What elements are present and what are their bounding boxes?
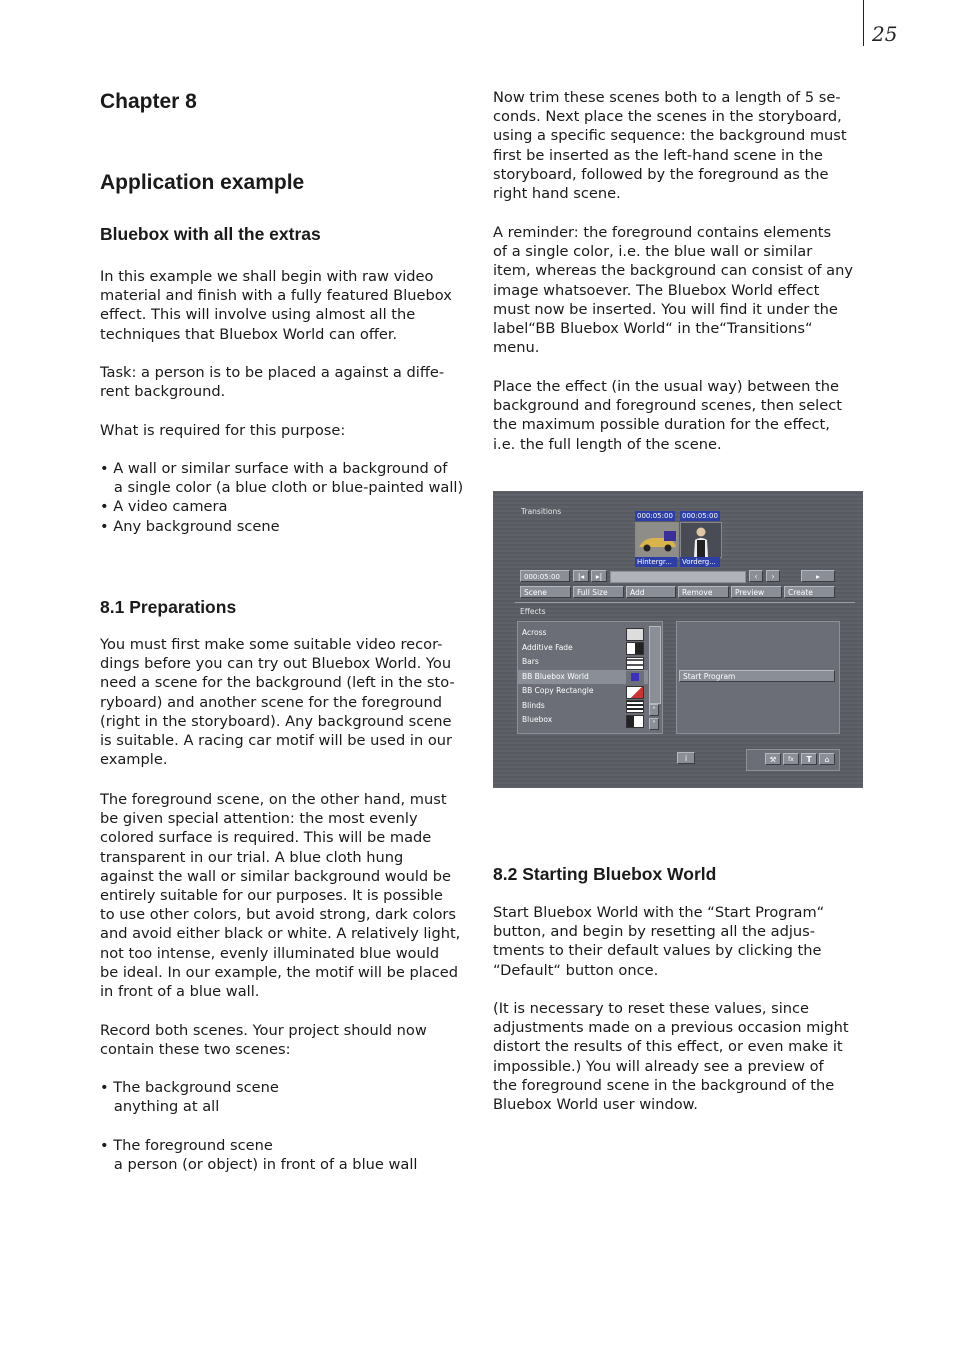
play-icon: ▸ <box>816 572 820 581</box>
foreground-clip-thumbnail[interactable] <box>680 522 722 558</box>
across-effect-icon <box>626 628 644 641</box>
blinds-effect-icon <box>626 700 644 713</box>
home-icon: ⌂ <box>824 755 830 764</box>
starting-heading: 8.2 Starting Bluebox World <box>493 864 717 884</box>
chevron-right-icon: › <box>771 572 775 581</box>
prev-button[interactable] <box>749 570 763 582</box>
effects-scrollbar[interactable] <box>649 626 661 704</box>
section-subtitle: Bluebox with all the extras <box>100 224 321 244</box>
chevron-up-icon: ˄ <box>652 706 656 715</box>
effects-label: Effects <box>520 607 546 616</box>
toolbar-group <box>746 749 840 771</box>
tools-icon: ⚒ <box>769 755 777 764</box>
full-size-button[interactable]: Full Size <box>573 586 624 598</box>
clip1-name: Hintergr... <box>635 557 677 567</box>
preparations-paragraph-3: Record both scenes. Your project should now contain these two scenes: <box>100 1022 427 1059</box>
preview-button[interactable]: Preview <box>731 586 782 598</box>
skip-end-button[interactable] <box>591 570 607 582</box>
remove-button[interactable]: Remove <box>678 586 729 598</box>
clip2-timecode: 000:05:00 <box>682 512 718 520</box>
page-rule <box>863 0 864 46</box>
effect-item-bb-copy-rectangle[interactable]: BB Copy Rectangle <box>522 686 594 695</box>
page-title: Application example <box>100 171 305 194</box>
bars-effect-icon <box>626 657 644 670</box>
clip1-timecode: 000:05:00 <box>637 512 673 520</box>
requirements-list: • A wall or similar surface with a background of a single color (a blue cloth or blue-painted wall) • A video camera • Any background scene <box>100 460 464 535</box>
bluebox-world-effect-icon <box>626 671 644 684</box>
trim-paragraph: Now trim these scenes both to a length of 5 se- conds. Next place the scenes in the storyboard, using a specific sequence: the background must first be inserted as the left-hand scene in the storyboard, followed by the foreground as the right hand scene. <box>493 89 847 203</box>
timeline-slider[interactable] <box>610 571 746 583</box>
effect-item-bluebox[interactable]: Bluebox <box>522 715 553 724</box>
transitions-screenshot <box>493 491 863 788</box>
home-button[interactable] <box>819 753 835 765</box>
reminder-paragraph: A reminder: the foreground contains elements of a single color, i.e. the blue wall or similar item, whereas the background can consist of any image whatsoever. The Bluebox World effect must now be inserted. You will find it under the label“BB Bluebox World“ in the“Transitions“ menu. <box>493 224 854 357</box>
next-button[interactable] <box>766 570 780 582</box>
clip2-name: Vorderg... <box>680 557 720 567</box>
page-number: 25 <box>872 22 898 46</box>
preparations-heading: 8.1 Preparations <box>100 597 237 617</box>
background-clip-thumbnail[interactable] <box>635 522 679 558</box>
effect-item-bb-bluebox-world[interactable]: BB Bluebox World <box>518 670 648 685</box>
copy-rectangle-effect-icon <box>626 686 644 699</box>
intro-paragraph: In this example we shall begin with raw video material and finish with a fully featured Bluebox effect. This will involve using almost all the techniques that Bluebox World can offer. <box>100 268 452 343</box>
skip-end-icon: ▸| <box>595 572 603 581</box>
additive-fade-effect-icon <box>626 642 644 655</box>
scene-button[interactable]: Scene <box>520 586 571 598</box>
divider <box>515 602 855 603</box>
required-paragraph: What is required for this purpose: <box>100 422 346 439</box>
play-button[interactable] <box>801 570 835 582</box>
effect-item-blinds[interactable]: Blinds <box>522 700 545 710</box>
start-program-button[interactable]: Start Program <box>679 670 835 682</box>
skip-start-icon: |◂ <box>577 572 585 581</box>
car-thumbnail-icon <box>636 523 678 557</box>
bluebox-effect-icon <box>626 715 644 728</box>
chevron-left-icon: ‹ <box>754 572 758 581</box>
tools-button[interactable] <box>765 753 781 765</box>
preparations-paragraph-2: The foreground scene, on the other hand, must be given special attention: the most evenly colored surface is required. This will be made transparent in our trial. A blue cloth hung against the wall or similar background would be entirely suitable for our purposes. It is possible to use other colors, but avoid strong, dark colors and avoid either black or white. A relatively light, not too intense, evenly illuminated blue would be ideal. In our example, the motif will be placed in front of a blue wall. <box>100 791 461 1001</box>
starting-paragraph-2: (It is necessary to reset these values, since adjustments made on a previous occasion might distort the results of this effect, or even make it impossible.) You will already see a preview of the foreground scene in the background of the Bluebox World user window. <box>493 1000 849 1114</box>
info-icon: i <box>684 754 688 763</box>
scene-list-foreground: • The foreground scene a person (or object) in front of a blue wall <box>100 1137 418 1174</box>
chapter-heading: Chapter 8 <box>100 90 197 113</box>
task-paragraph: Task: a person is to be placed a against a diffe- rent background. <box>100 364 445 401</box>
text-icon: T <box>806 755 812 764</box>
person-thumbnail-icon <box>681 523 721 557</box>
preparations-paragraph-1: You must first make some suitable video recor- dings before you can try out Bluebox World. You need a scene for the background (left in the sto- ryboard) and another scene for the foreground (right in the storyboard). Any background scene is suitable. A racing car motif will be used in our example. <box>100 636 455 769</box>
duration-field[interactable]: 000:05:00 <box>520 570 570 582</box>
fx-button[interactable] <box>783 753 799 765</box>
effect-item-additive-fade[interactable]: Additive Fade <box>522 642 573 652</box>
chevron-down-icon: ˅ <box>652 720 656 729</box>
text-button[interactable] <box>801 753 817 765</box>
skip-start-button[interactable] <box>573 570 589 582</box>
scene-list-background: • The background scene anything at all <box>100 1079 279 1116</box>
add-button[interactable]: Add <box>626 586 676 598</box>
transitions-title: Transitions <box>521 507 562 516</box>
effect-item-across[interactable]: Across <box>522 628 547 637</box>
starting-paragraph-1: Start Bluebox World with the “Start Program“ button, and begin by resetting all the adjus- tments to their default values by clicking the “Default“ button once. <box>493 904 825 979</box>
scroll-down-button[interactable] <box>649 718 659 730</box>
effect-item-bars[interactable]: Bars <box>522 657 539 666</box>
fx-icon: fx <box>788 756 794 763</box>
create-button[interactable]: Create <box>784 586 835 598</box>
info-button[interactable] <box>677 752 695 764</box>
effect-options-panel <box>676 621 840 734</box>
scroll-up-button[interactable] <box>649 704 659 716</box>
effects-list <box>517 621 663 734</box>
place-effect-paragraph: Place the effect (in the usual way) between the background and foreground scenes, then select the maximum possible duration for the effect, i.e. the full length of the scene. <box>493 378 842 453</box>
